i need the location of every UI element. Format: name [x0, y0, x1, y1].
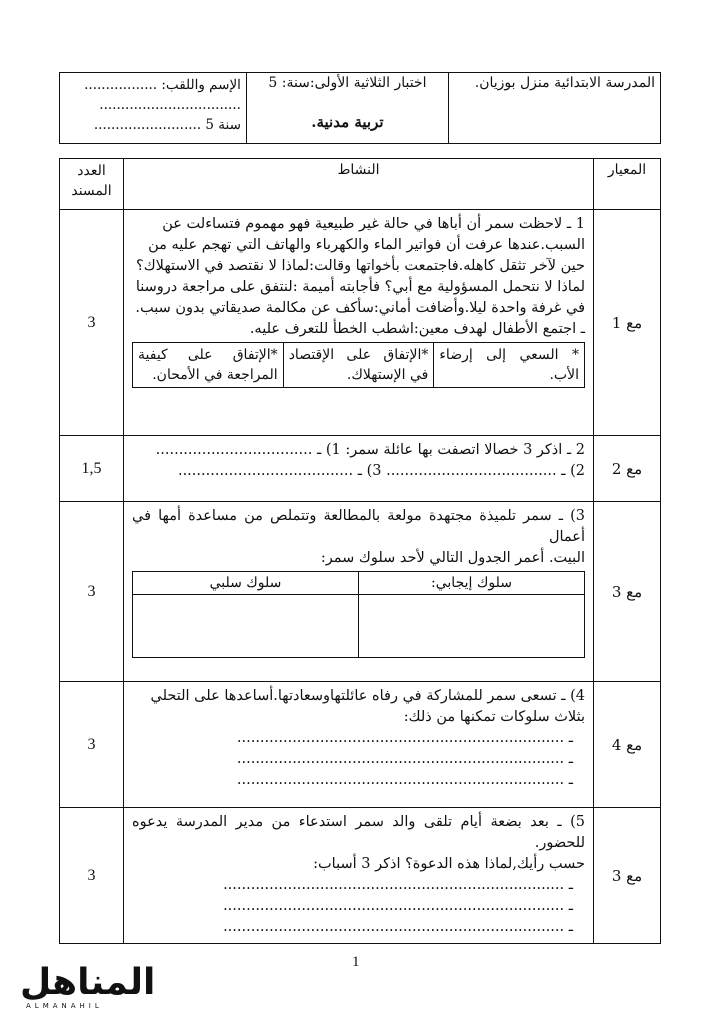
answer-line[interactable]: 2) ـ ..................................... 3) ـ ...................................... [177, 463, 585, 479]
negative-behavior-header: سلوك سلبي [133, 572, 359, 595]
question-instruction: ـ اجتمع الأطفال لهدف معين:اشطب الخطأ للتعرف عليه. [249, 321, 585, 337]
question-text-line: 4) ـ تسعى سمر للمشاركة في رفاه عائلتهاوسعادتها.أساعدها على التحلي [150, 688, 585, 704]
answer-line[interactable]: ـ .......................................................................... [223, 898, 573, 914]
option-cell[interactable]: *الإتفاق على كيفية المراجعة في الأمحان. [133, 343, 284, 388]
logo-wordmark: المناهل [20, 962, 156, 1003]
behavior-table [132, 571, 585, 658]
question-instruction: البيت. أعمر الجدول التالي لأحد سلوك سمر: [320, 550, 585, 566]
score-cell: 3 [60, 502, 124, 682]
question-instruction: بثلاث سلوكات تمكنها من ذلك: [403, 709, 585, 725]
question-text-line: في غرفة واحدة ليلا.وأضافت أماني:سأكف عن مكالمة صديقاتي بدون سبب. [135, 300, 585, 316]
question-text-line: حين لآخر تثقل كاهله.فاجتمعت بأخواتها وقالت:لماذا لا نقتصد في الاستهلاك؟ [136, 258, 585, 274]
score-cell: 3 [60, 808, 124, 944]
question-5 [124, 808, 594, 944]
criterion-column-header: المعيار [594, 159, 661, 210]
positive-behavior-header: سلوك إيجابي: [359, 572, 585, 595]
score-column-header: العدد المسند [60, 159, 124, 210]
question-row-5 [60, 808, 661, 944]
criterion-cell: مع 3 [594, 808, 661, 944]
student-class-field[interactable]: سنة 5 ......................... [93, 117, 241, 133]
logo-latin-text: ALMANAHIL [26, 1002, 103, 1010]
score-cell: 3 [60, 210, 124, 436]
page-number: 1 [352, 954, 360, 970]
questions-table [59, 158, 661, 944]
criterion-cell: مع 3 [594, 502, 661, 682]
school-name-cell [448, 73, 660, 144]
score-cell: 3 [60, 682, 124, 808]
student-info-cell [60, 73, 247, 144]
exam-header [59, 72, 661, 144]
question-text-line: 1 ـ لاحظت سمر أن أباها في حالة غير طبيعية فهو مهموم فتساءلت عن [162, 216, 585, 232]
almanahil-logo [20, 962, 156, 1010]
activity-column-header: النشاط [124, 159, 594, 210]
answer-line[interactable]: ـ .......................................................................... [223, 919, 573, 935]
question-text-line: 3) ـ سمر تلميذة مجتهدة مولعة بالمطالعة وتتملص من مساعدة أمها في أعمال [132, 508, 585, 545]
answer-line[interactable]: ـ ....................................................................... [236, 730, 573, 746]
positive-behavior-cell[interactable] [359, 595, 585, 658]
answer-line[interactable]: ـ ....................................................................... [236, 751, 573, 767]
student-name-field-continued[interactable]: ................................. [99, 97, 241, 113]
negative-behavior-cell[interactable] [133, 595, 359, 658]
question-row-2 [60, 436, 661, 502]
question-row-3 [60, 502, 661, 682]
question-3 [124, 502, 594, 682]
question-row-1 [60, 210, 661, 436]
question-text-line: السبب.عندها عرفت أن فواتير الماء والكهرباء والهاتف التي تهجم عليه من [148, 237, 585, 253]
criterion-cell: مع 2 [594, 436, 661, 502]
question-1 [124, 210, 594, 436]
answer-line[interactable]: ـ ....................................................................... [236, 772, 573, 788]
options-table [132, 342, 585, 388]
score-cell: 1,5 [60, 436, 124, 502]
answer-line[interactable]: 2 ـ اذكر 3 خصالا اتصفت بها عائلة سمر: 1) ـ .................................. [155, 442, 585, 458]
option-cell[interactable]: *الإتفاق على الإقتصاد في الإستهلاك. [283, 343, 434, 388]
question-text-line: لماذا لا نتحمل المسؤولية مع أبي؟ فأجابته أميمة :لنتفق على مراجعة دروسنا [135, 279, 585, 295]
exam-title: اختبار الثلاثية الأولى:سنة: 5 [268, 75, 427, 91]
answer-line[interactable]: ـ .......................................................................... [223, 877, 573, 893]
exam-title-cell [246, 73, 448, 144]
school-name: المدرسة الابتدائية منزل بوزيان. [474, 75, 655, 91]
student-name-field[interactable]: الإسم واللقب: ................. [84, 77, 241, 93]
subject-title: تربية مدنية. [311, 113, 384, 131]
question-text-line: 5) ـ بعد بضعة أيام تلقى والد سمر استدعاء من مدير المدرسة يدعوه للحضور. [132, 814, 585, 851]
question-instruction: حسب رأيك,لماذا هذه الدعوة؟ اذكر 3 أسباب: [313, 856, 585, 872]
criterion-cell: مع 4 [594, 682, 661, 808]
question-4 [124, 682, 594, 808]
question-row-4 [60, 682, 661, 808]
option-cell[interactable]: * السعي إلى إرضاء الأب. [434, 343, 585, 388]
criterion-cell: مع 1 [594, 210, 661, 436]
question-2 [124, 436, 594, 502]
